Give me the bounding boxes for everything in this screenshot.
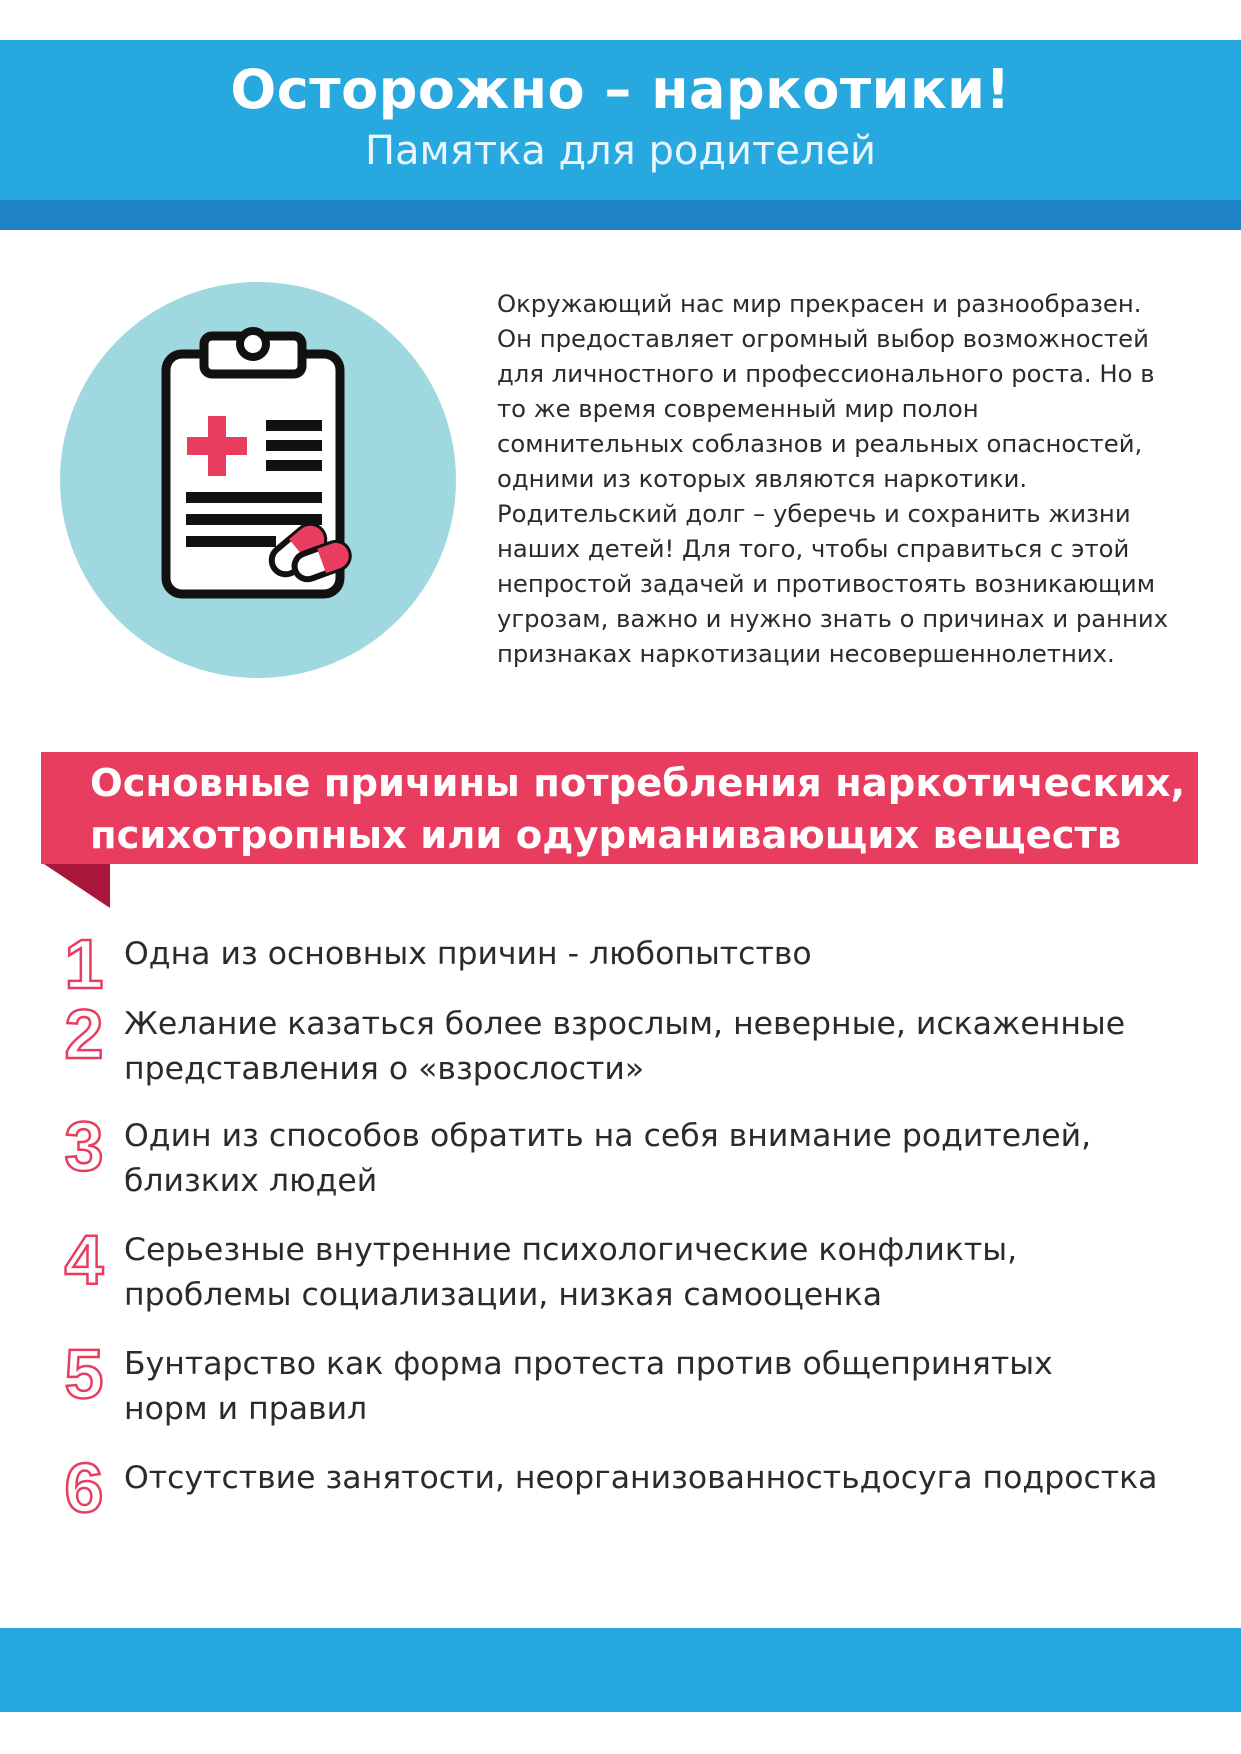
page-subtitle: Памятка для родителей <box>364 128 877 174</box>
number-3-icon <box>56 1112 112 1178</box>
cross-horizontal <box>187 437 247 455</box>
intro-line: одними из которых являются наркотики. <box>497 464 1028 493</box>
reason-line: близких людей <box>124 1163 378 1199</box>
svg-text:5: 5 <box>64 1340 104 1406</box>
section-banner <box>41 752 1198 864</box>
number-1-icon <box>56 930 112 996</box>
clipboard-line <box>266 460 322 471</box>
intro-line: сомнительных соблазнов и реальных опасностей, <box>497 429 1143 458</box>
medical-clipboard-icon <box>60 280 460 680</box>
reason-text <box>124 1456 1214 1501</box>
intro-line: признаках наркотизации несовершеннолетних. <box>497 639 1115 668</box>
reason-text <box>124 1228 1214 1318</box>
intro-line: непростой задачей и противостоять возникающим <box>497 569 1156 598</box>
page-title: Осторожно – наркотики! <box>230 58 1011 121</box>
banner-fold <box>41 862 110 908</box>
reason-line: представления о «взрослости» <box>124 1051 645 1087</box>
clipboard-line <box>186 536 276 547</box>
reason-text <box>124 1002 1214 1092</box>
reason-item <box>56 1000 1216 1100</box>
reason-line: норм и правил <box>124 1391 368 1427</box>
footer-band <box>0 1628 1241 1712</box>
svg-text:3: 3 <box>64 1112 104 1178</box>
reason-text <box>124 1114 1214 1204</box>
intro-line: Родительский долг – уберечь и сохранить жизни <box>497 499 1131 528</box>
number-2-icon <box>56 1000 112 1066</box>
number-5-icon <box>56 1340 112 1406</box>
reason-line: проблемы социализации, низкая самооценка <box>124 1277 883 1313</box>
header-strip <box>0 200 1241 230</box>
svg-text:4: 4 <box>64 1226 104 1292</box>
section-heading <box>90 758 1190 862</box>
reason-item <box>56 1112 1216 1212</box>
svg-text:2: 2 <box>64 1000 104 1066</box>
reason-text <box>124 1342 1214 1432</box>
clipboard-line <box>266 440 322 451</box>
clipboard-line <box>266 420 322 431</box>
intro-line: угрозам, важно и нужно знать о причинах и ранних <box>497 604 1169 633</box>
section-heading-line: психотропных или одурманивающих веществ <box>90 813 1122 858</box>
reason-item <box>56 1226 1216 1326</box>
clipboard-line <box>186 492 322 503</box>
svg-text:6: 6 <box>64 1454 104 1520</box>
number-4-icon <box>56 1226 112 1292</box>
section-heading-line: Основные причины потребления наркотических, <box>90 761 1186 806</box>
intro-line: Окружающий нас мир прекрасен и разнообразен. <box>497 289 1142 318</box>
reason-item <box>56 1454 1216 1554</box>
clipboard-line <box>186 514 322 525</box>
reason-line: Отсутствие занятости, неорганизованностьдосуга подростка <box>124 1460 1158 1496</box>
number-6-icon <box>56 1454 112 1520</box>
intro-line: наших детей! Для того, чтобы справиться с этой <box>497 534 1130 563</box>
intro-line: то же время современный мир полон <box>497 394 979 423</box>
reason-line: Один из способов обратить на себя внимание родителей, <box>124 1118 1092 1154</box>
reason-line: Желание казаться более взрослым, неверные, искаженные <box>124 1006 1126 1042</box>
svg-text:1: 1 <box>64 930 104 996</box>
reason-text <box>124 932 1214 977</box>
reason-item <box>56 1340 1216 1440</box>
intro-line: Он предоставляет огромный выбор возможностей <box>497 324 1149 353</box>
intro-paragraph <box>497 286 1212 671</box>
reason-line: Серьезные внутренние психологические конфликты, <box>124 1232 1018 1268</box>
clipboard-clip-hole <box>240 331 266 357</box>
reason-line: Бунтарство как форма протеста против общепринятых <box>124 1346 1053 1382</box>
intro-line: для личностного и профессионального роста. Но в <box>497 359 1155 388</box>
reason-line: Одна из основных причин - любопытство <box>124 936 812 972</box>
